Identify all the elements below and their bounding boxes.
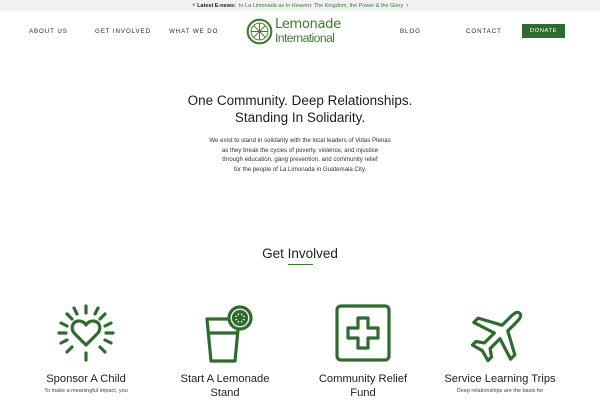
announcement-link[interactable]: In La Limonada as In Heaven: The Kingdom, the Power & the Glory	[238, 2, 404, 9]
logo-line1: Lemonade	[275, 17, 341, 33]
card-snippet: Deep relationships are the basis for	[456, 388, 544, 394]
airplane-icon	[468, 301, 532, 365]
hero-description	[170, 136, 430, 174]
main-nav	[0, 11, 600, 51]
logo-line2: International	[275, 30, 335, 45]
card-title-line1: Start A Lemonade	[180, 373, 270, 385]
nav-get-involved[interactable]: GET INVOLVED	[95, 27, 151, 35]
get-involved-heading: Get Involved	[262, 246, 338, 261]
card-sponsor-a-child[interactable]	[16, 303, 156, 394]
card-title-line1: Community Relief	[318, 373, 408, 385]
nav-contact[interactable]: CONTACT	[466, 27, 502, 35]
lemon-slice-icon	[246, 18, 273, 45]
announcement-label: ⚡ Latest E-news:	[191, 2, 236, 9]
hero-body-line: as they break the cycles of poverty, violence, and injustice	[221, 146, 379, 154]
site-logo[interactable]	[246, 16, 354, 46]
hero-title-line1: One Community. Deep Relationships.	[187, 93, 413, 108]
chevron-right-icon[interactable]: ›	[406, 2, 409, 9]
lemonade-cup-icon	[193, 301, 257, 365]
nav-about-us[interactable]: ABOUT US	[29, 27, 68, 35]
card-title	[155, 372, 295, 400]
card-snippet: To make a meaningful impact, you	[44, 388, 128, 394]
heading-divider	[288, 264, 313, 265]
card-community-relief-fund[interactable]	[293, 303, 433, 400]
hero-title-line2: Standing In Solidarity.	[234, 110, 366, 125]
hero-body-line: through education, gang prevention, and community relief	[222, 156, 378, 163]
hero-title	[150, 92, 450, 126]
hero-body-line: We exist to stand in solidarity with the local leaders of Vidas Plenas	[209, 137, 391, 144]
nav-blog[interactable]: BLOG	[400, 27, 421, 35]
card-title	[293, 372, 433, 400]
hero-body-line: for the people of La Limonada in Guatemala City.	[233, 165, 367, 173]
nav-what-we-do[interactable]: WHAT WE DO	[169, 27, 219, 35]
card-service-learning-trips[interactable]	[430, 303, 570, 394]
card-title-line2: Stand	[210, 387, 240, 399]
card-start-lemonade-stand[interactable]	[155, 303, 295, 400]
card-title: Service Learning Trips	[444, 373, 556, 385]
card-title: Sponsor A Child	[46, 373, 126, 385]
medical-cross-icon	[331, 301, 395, 365]
donate-button[interactable]: DONATE	[522, 24, 565, 38]
card-title-line2: Fund	[350, 387, 376, 399]
announcement-bar	[0, 0, 600, 11]
heart-icon	[54, 301, 118, 365]
